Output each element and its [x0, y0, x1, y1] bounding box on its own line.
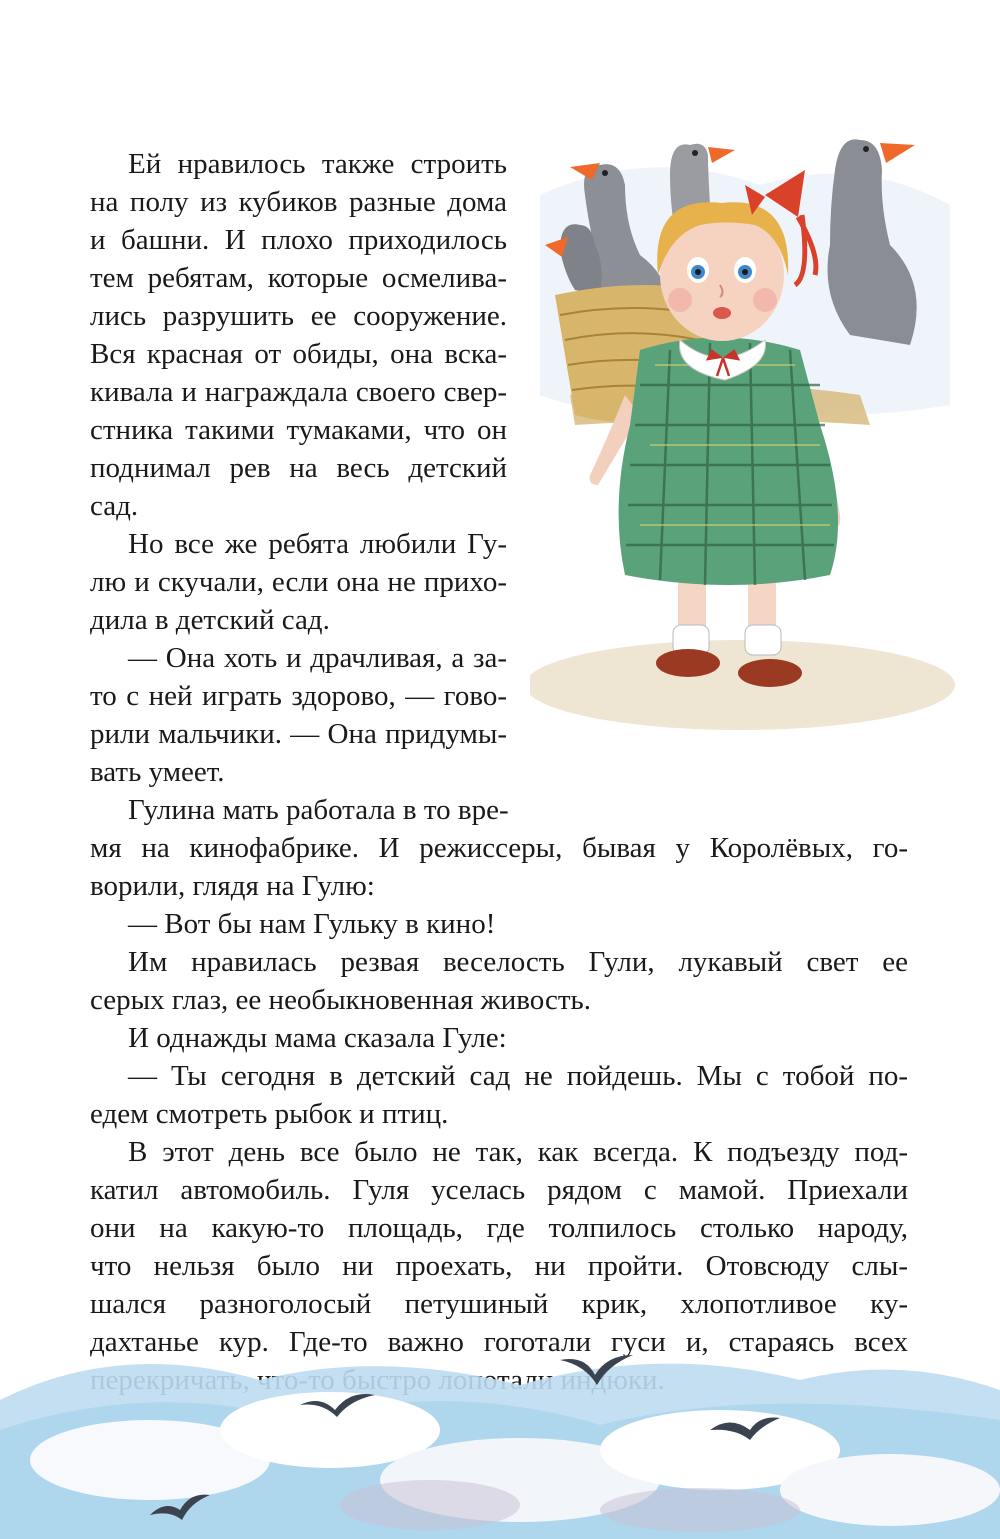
girl-with-geese-illustration: [530, 125, 960, 730]
text-line: В этот день все было не так, как всегда. К подъезду под-: [128, 1136, 908, 1168]
text-line: то с ней играть здорово, — гово-: [90, 680, 507, 712]
text-line: серых глаз, ее необыкновенная живость.: [90, 984, 591, 1016]
text-line: рили мальчики. — Она придумы-: [90, 718, 507, 750]
text-line: сад.: [90, 490, 139, 522]
text-line: мя на кинофабрике. И режиссеры, бывая у Королёвых, го-: [90, 832, 908, 864]
text-line: поднимал рев на весь детский: [90, 452, 507, 484]
text-line: катил автомобиль. Гуля уселась рядом с мамой. Приехали: [90, 1174, 908, 1206]
text-line: стника такими тумаками, что он: [90, 414, 507, 446]
text-line: кивала и награждала своего свер-: [90, 376, 507, 408]
text-line: дила в детский сад.: [90, 604, 330, 636]
text-line: Гулина мать работала в то вре-: [128, 794, 509, 826]
text-line: Вся красная от обиды, она вска-: [90, 338, 507, 370]
text-line: они на какую-то площадь, где толпилось столько народу,: [90, 1212, 908, 1244]
text-line: Им нравилась резвая веселость Гули, лукавый свет ее: [128, 946, 908, 978]
text-line: ворили, глядя на Гулю:: [90, 870, 375, 902]
shoe-icon: [656, 649, 720, 677]
text-line: тем ребятам, которые осмелива-: [90, 262, 507, 294]
ground-wash: [530, 640, 955, 730]
text-line: на полу из кубиков разные дома: [90, 186, 507, 218]
shoe-icon: [738, 659, 802, 687]
text-line: лю и скучали, если она не прихо-: [90, 566, 507, 598]
text-line: лись разрушить ее сооружение.: [90, 300, 507, 332]
sky-with-swallows-illustration: [0, 1340, 1000, 1539]
text-line: — Ты сегодня в детский сад не пойдешь. Мы с тобой по-: [128, 1060, 908, 1092]
text-line: что нельзя было ни проехать, ни пройти. Отовсюду слы-: [90, 1250, 908, 1282]
text-line: — Вот бы нам Гульку в кино!: [128, 908, 496, 940]
text-line: вать умеет.: [90, 756, 225, 788]
text-line: едем смотреть рыбок и птиц.: [90, 1098, 449, 1130]
text-line: — Она хоть и драчливая, а за-: [128, 642, 507, 674]
text-line: дахтанье кур. Где-то важно гоготали гуси и, стараясь всех: [90, 1326, 908, 1358]
text-line: Но все же ребята любили Гу-: [128, 528, 507, 560]
text-line: И однажды мама сказала Гуле:: [128, 1022, 507, 1054]
text-line: и башни. И плохо приходилось: [90, 224, 507, 256]
text-line: Ей нравилось также строить: [128, 148, 507, 180]
text-line: шался разноголосый петушиный крик, хлопотливое ку-: [90, 1288, 908, 1320]
